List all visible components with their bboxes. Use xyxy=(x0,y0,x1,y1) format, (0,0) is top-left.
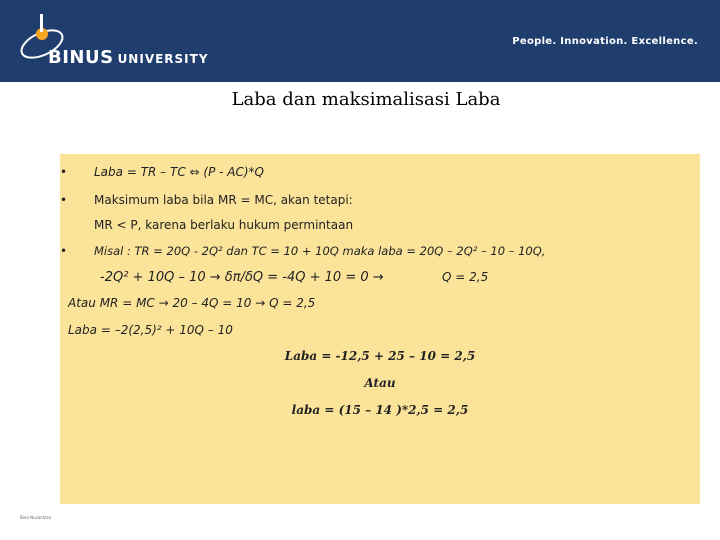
header-bar xyxy=(0,0,720,82)
bullet-2-marker: • xyxy=(60,193,68,207)
bullet-2-text: Maksimum laba bila MR = MC, akan tetapi: xyxy=(94,193,353,207)
content-panel xyxy=(60,154,700,504)
result-2: laba = (15 – 14 )*2,5 = 2,5 xyxy=(291,403,469,417)
laba-line: Laba = –2(2,5)² + 10Q – 10 xyxy=(68,323,233,337)
brand-binus: BINUS xyxy=(48,47,114,68)
atau-line: Atau MR = MC → 20 – 4Q = 10 → Q = 2,5 xyxy=(68,296,316,310)
result-atau: Atau xyxy=(364,376,396,390)
bullet-1-marker: • xyxy=(60,165,68,179)
footer-mark: Bina Nusantara xyxy=(20,515,51,520)
tagline: People. Innovation. Excellence. xyxy=(512,36,698,47)
bullet-3-result: Q = 2,5 xyxy=(442,270,489,284)
brand-university: UNIVERSITY xyxy=(117,52,209,66)
bullet-1-text: Laba = TR – TC ⇔ (P - AC)*Q xyxy=(94,165,264,179)
result-1: Laba = -12,5 + 25 – 10 = 2,5 xyxy=(284,349,476,363)
bullet-2-continuation: MR < P, karena berlaku hukum permintaan xyxy=(94,218,354,232)
slide-title: Laba dan maksimalisasi Laba xyxy=(231,89,501,110)
bullet-3-text: Misal : TR = 20Q - 2Q² dan TC = 10 + 10Q maka laba = 20Q – 2Q² – 10 – 10Q, xyxy=(94,244,546,258)
bullet-3-marker: • xyxy=(60,244,68,258)
bullet-3-continuation: -2Q² + 10Q – 10 → δπ/δQ = -4Q + 10 = 0 → xyxy=(100,270,384,285)
binus-logo xyxy=(12,10,212,74)
